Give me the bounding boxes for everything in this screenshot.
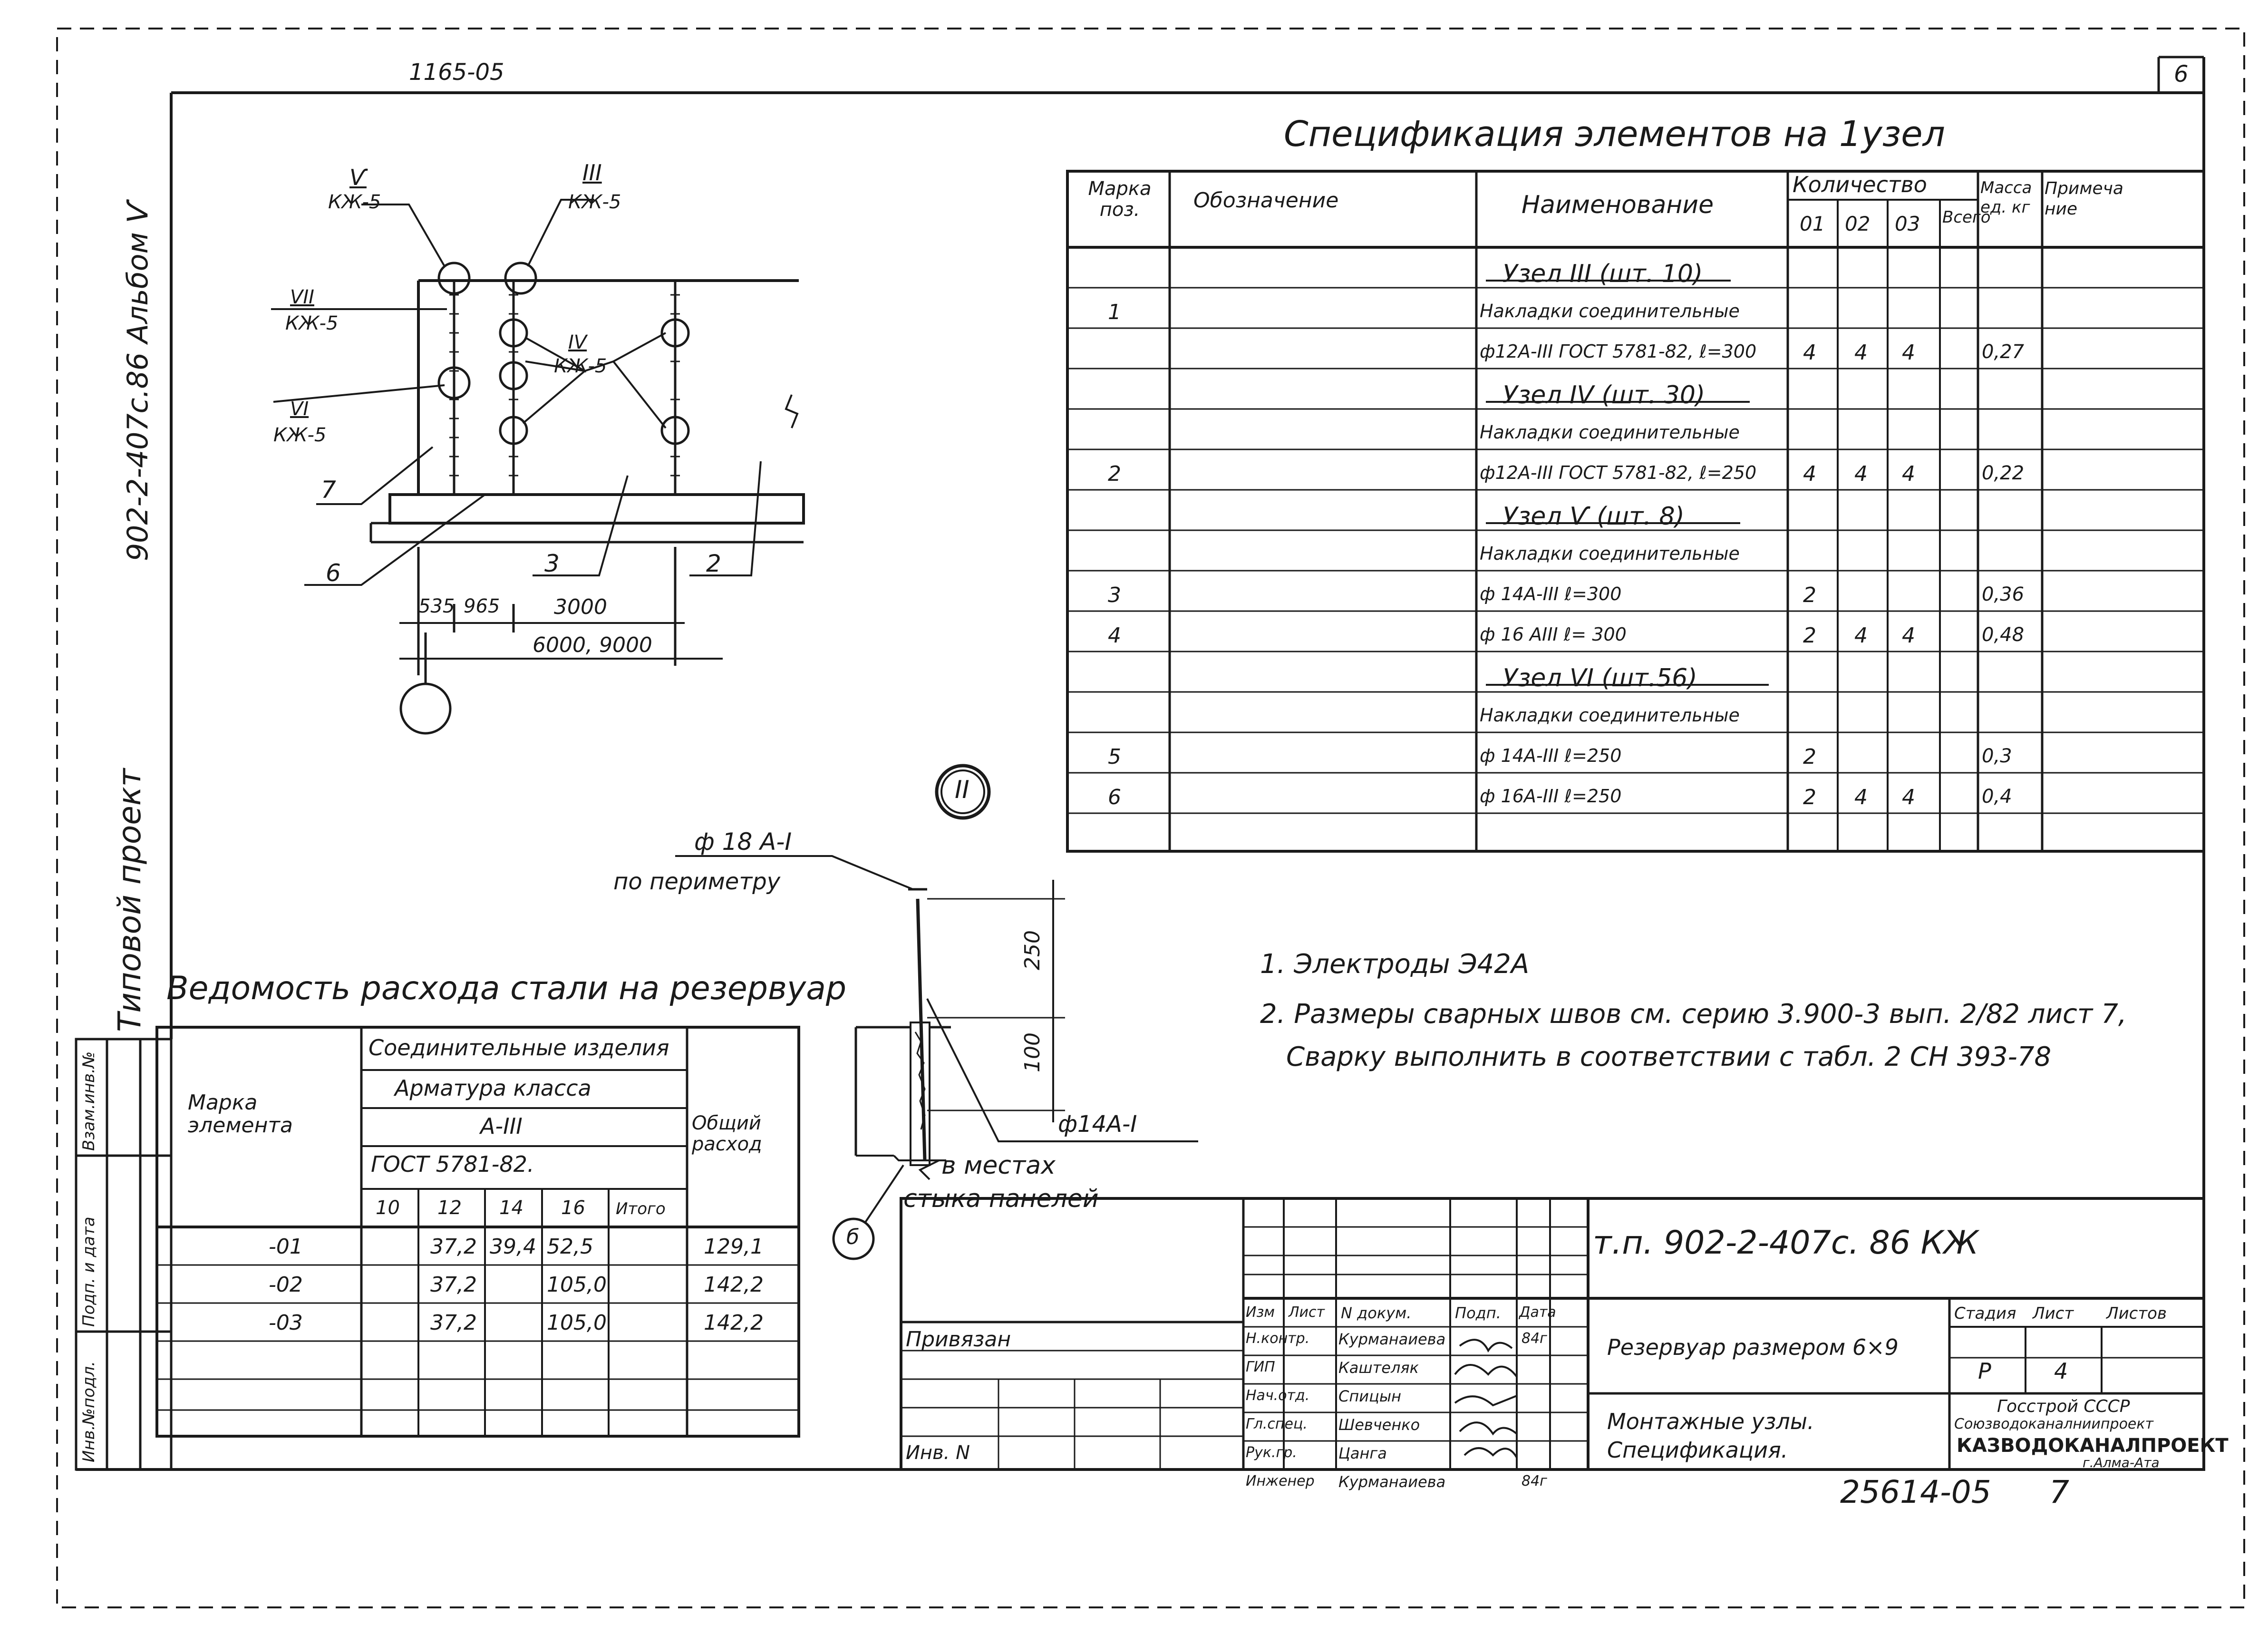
steel-cell-d12: 37,2 bbox=[430, 1273, 477, 1297]
tb-col-doc: N докум. bbox=[1341, 1304, 1412, 1322]
steel-cell-d12: 37,2 bbox=[430, 1235, 477, 1259]
tb-signer-name: Курманаиева bbox=[1338, 1330, 1446, 1348]
spec-cell-q02: 4 bbox=[1854, 341, 1868, 365]
spec-cell-mass: 0,27 bbox=[1982, 341, 2025, 363]
top-code: 1165-05 bbox=[409, 59, 504, 86]
tb-designation: т.п. 902-2-407с. 86 КЖ bbox=[1593, 1224, 1979, 1262]
steel-cell-total: 129,1 bbox=[704, 1235, 764, 1259]
spec-cell-mass: 0,22 bbox=[1982, 462, 2025, 484]
note-3: Сварку выполнить в соответствии с табл. 2 СН 393-78 bbox=[1286, 1041, 2052, 1072]
steel-header-itogo: Итого bbox=[616, 1199, 666, 1218]
bottom-number: 25614-05 bbox=[1840, 1474, 1991, 1510]
steel-header-class: Арматура класса bbox=[395, 1075, 591, 1101]
node-label-v-code: КЖ-5 bbox=[328, 191, 381, 213]
steel-header-gost: ГОСТ 5781-82. bbox=[371, 1151, 534, 1177]
spec-header-total: Всего bbox=[1942, 208, 1991, 227]
spec-header-note: Примеча ние bbox=[2045, 179, 2123, 219]
steel-cell-d16: 105,0 bbox=[547, 1273, 607, 1297]
spec-header-q03: 03 bbox=[1895, 212, 1920, 235]
steel-cell-mark: -02 bbox=[269, 1273, 303, 1297]
node-label-vi-code: КЖ-5 bbox=[273, 424, 327, 446]
spec-cell-name: Накладки соединительные bbox=[1480, 422, 1740, 443]
spec-header-mark: Марка поз. bbox=[1088, 178, 1152, 221]
steel-header-group: Соединительные изделия bbox=[368, 1035, 669, 1061]
tb-signer-name: Цанга bbox=[1338, 1444, 1387, 1462]
tb-col-list: Лист bbox=[1289, 1304, 1325, 1321]
tb-privyazan: Привязан bbox=[906, 1327, 1011, 1352]
spec-cell-name: Накладки соединительные bbox=[1480, 301, 1740, 321]
dim-100: 100 bbox=[1020, 1032, 1045, 1072]
tb-sheet-label: Лист bbox=[2033, 1304, 2074, 1323]
spec-cell-q03: 4 bbox=[1902, 785, 1915, 809]
spec-cell-mark: 4 bbox=[1108, 623, 1121, 648]
steel-header-d16: 16 bbox=[561, 1197, 585, 1219]
tb-org1: Госстрой СССР bbox=[1997, 1397, 2130, 1416]
spec-header-name: Наименование bbox=[1522, 191, 1714, 219]
position-3: 3 bbox=[544, 550, 560, 577]
spec-cell-name: Узел Ѵ (шт. 8) bbox=[1502, 502, 1685, 531]
spec-cell-mass: 0,48 bbox=[1982, 624, 2025, 646]
spec-cell-name: ф 14А-III ℓ=250 bbox=[1480, 745, 1622, 766]
spec-cell-mark: 5 bbox=[1108, 745, 1121, 769]
steel-cell-mark: -01 bbox=[269, 1235, 303, 1259]
tb-signer-role: Инженер bbox=[1246, 1473, 1315, 1489]
bottom-sheet: 7 bbox=[2049, 1474, 2069, 1510]
tb-object: Резервуар размером 6×9 bbox=[1607, 1334, 1899, 1360]
dim-250: 250 bbox=[1020, 930, 1045, 970]
spec-cell-mass: 0,4 bbox=[1982, 786, 2012, 808]
spec-cell-q02: 4 bbox=[1854, 785, 1868, 809]
left-strip-replace: Взам.инв.№ bbox=[79, 1051, 98, 1151]
spec-cell-q03: 4 bbox=[1902, 623, 1915, 648]
spec-header-q02: 02 bbox=[1845, 212, 1871, 235]
spec-header-q01: 01 bbox=[1800, 212, 1825, 235]
tb-signer-name: Спицын bbox=[1338, 1387, 1402, 1405]
tb-signer-role: Рук.гр. bbox=[1246, 1444, 1297, 1461]
spec-cell-q03: 4 bbox=[1902, 462, 1915, 486]
tb-col-izm: Изм bbox=[1246, 1304, 1275, 1321]
dim-535: 535 bbox=[418, 595, 455, 617]
node-label-iv-code: КЖ-5 bbox=[554, 355, 607, 377]
tb-col-date: Дата bbox=[1519, 1304, 1556, 1321]
tb-sheets-label: Листов bbox=[2106, 1304, 2167, 1323]
spec-cell-q02: 4 bbox=[1854, 623, 1868, 648]
section-circle-mark: б bbox=[846, 1225, 860, 1249]
tb-stage-label: Стадия bbox=[1954, 1304, 2016, 1323]
note-1: 1. Электроды Э42А bbox=[1260, 949, 1530, 980]
left-strip-inv: Инв.№подл. bbox=[79, 1361, 98, 1462]
spec-cell-q01: 2 bbox=[1803, 583, 1816, 607]
spec-cell-name: Узел VI (шт.56) bbox=[1502, 664, 1697, 692]
steel-cell-total: 142,2 bbox=[704, 1273, 764, 1297]
steel-header-mark: Марка элемента bbox=[188, 1090, 293, 1138]
node-label-iii-code: КЖ-5 bbox=[568, 191, 621, 213]
spec-cell-name: ф 16 АIII ℓ= 300 bbox=[1480, 624, 1627, 645]
spec-cell-name: ф12А-III ГОСТ 5781-82, ℓ=300 bbox=[1480, 341, 1757, 362]
tb-signer-role: Нач.отд. bbox=[1246, 1387, 1310, 1404]
spec-cell-name: Накладки соединительные bbox=[1480, 705, 1740, 726]
node-label-iii-roman: III bbox=[582, 160, 602, 185]
tb-inv: Инв. N bbox=[906, 1442, 970, 1464]
spec-cell-name: ф 14А-III ℓ=300 bbox=[1480, 584, 1622, 604]
tb-signer-name: Каштеляк bbox=[1338, 1359, 1419, 1377]
spec-cell-mark: 6 bbox=[1108, 785, 1121, 809]
tb-org3: КАЗВОДОКАНАЛПРОЕКТ bbox=[1957, 1435, 2229, 1457]
position-6: 6 bbox=[326, 559, 341, 587]
node-label-iv-roman: IV bbox=[568, 331, 587, 353]
steel-cell-d14: 39,4 bbox=[490, 1235, 536, 1259]
tb-signer-role: Н.контр. bbox=[1246, 1330, 1310, 1347]
spec-header-designation: Обозначение bbox=[1193, 188, 1339, 213]
steel-cell-mark: -03 bbox=[269, 1311, 303, 1335]
tb-signer-role: Гл.спец. bbox=[1246, 1416, 1308, 1432]
spec-cell-name: Узел IV (шт. 30) bbox=[1502, 381, 1706, 409]
tb-signer-name: Курманаиева bbox=[1338, 1473, 1446, 1491]
left-strip-sign: Подп. и дата bbox=[79, 1216, 98, 1327]
tb-stage: Р bbox=[1978, 1358, 1991, 1384]
spec-cell-name: ф12А-III ГОСТ 5781-82, ℓ=250 bbox=[1480, 462, 1757, 483]
node-label-vii-code: КЖ-5 bbox=[285, 312, 339, 334]
spec-cell-name: Накладки соединительные bbox=[1480, 543, 1740, 564]
node-label-vii-roman: VII bbox=[290, 286, 314, 308]
spec-cell-mark: 1 bbox=[1108, 300, 1121, 324]
steel-header-class-value: А-III bbox=[480, 1113, 523, 1139]
tb-org2: Союзводоканалниипроект bbox=[1954, 1416, 2153, 1432]
steel-cell-total: 142,2 bbox=[704, 1311, 764, 1335]
tb-sheet-title: Монтажные узлы. Спецификация. bbox=[1607, 1409, 1814, 1463]
tb-org4: г.Алма-Ата bbox=[2083, 1455, 2160, 1470]
position-2: 2 bbox=[706, 550, 721, 577]
rebar-bottom-label: ф14А-I bbox=[1058, 1111, 1137, 1138]
steel-table-title: Ведомость расхода стали на резервуар bbox=[166, 970, 847, 1007]
spec-cell-q01: 2 bbox=[1803, 623, 1816, 648]
dim-3000: 3000 bbox=[554, 595, 607, 619]
tb-signer-date: 84г bbox=[1522, 1473, 1547, 1489]
spec-cell-q03: 4 bbox=[1902, 341, 1915, 365]
axis-mark-ii: II bbox=[955, 776, 969, 804]
tb-col-sign: Подп. bbox=[1455, 1304, 1501, 1322]
spec-cell-name: ф 16А-III ℓ=250 bbox=[1480, 786, 1622, 807]
steel-header-d14: 14 bbox=[499, 1197, 523, 1219]
spec-header-mass: Масса ед. кг bbox=[1980, 178, 2032, 217]
steel-header-d10: 10 bbox=[376, 1197, 400, 1219]
spec-cell-mark: 2 bbox=[1108, 462, 1121, 486]
spec-cell-mark: 3 bbox=[1108, 583, 1121, 607]
sheet-number-top: 6 bbox=[2174, 61, 2189, 88]
rebar-top-label: ф 18 А-I bbox=[694, 828, 792, 856]
tb-signer-name: Шевченко bbox=[1338, 1416, 1420, 1434]
spec-cell-mass: 0,36 bbox=[1982, 584, 2025, 605]
spec-cell-q01: 4 bbox=[1803, 462, 1816, 486]
outer-border bbox=[57, 29, 2244, 1607]
side-album-text: 902-2-407с.86 Альбом Ѵ bbox=[121, 201, 155, 561]
spec-table-title: Спецификация элементов на 1узел bbox=[1284, 114, 1945, 155]
rebar-top-note: по периметру bbox=[613, 868, 781, 895]
section-note-2: стыка панелей bbox=[903, 1185, 1099, 1213]
spec-cell-q01: 4 bbox=[1803, 341, 1816, 365]
side-project-text: Типовой проект bbox=[111, 768, 148, 1032]
tb-signer-date: 84г bbox=[1522, 1330, 1547, 1347]
section-note-1: в местах bbox=[941, 1151, 1056, 1180]
note-2: 2. Размеры сварных швов см. серию 3.900-3 вып. 2/82 лист 7, bbox=[1260, 999, 2127, 1030]
spec-cell-q02: 4 bbox=[1854, 462, 1868, 486]
dim-6000-9000: 6000, 9000 bbox=[533, 633, 652, 657]
steel-header-d12: 12 bbox=[437, 1197, 462, 1219]
dim-965: 965 bbox=[464, 595, 500, 617]
node-label-v-roman: Ѵ bbox=[349, 165, 367, 190]
tb-signer-role: ГИП bbox=[1246, 1359, 1275, 1375]
spec-cell-name: Узел III (шт. 10) bbox=[1502, 260, 1703, 288]
spec-cell-q01: 2 bbox=[1803, 785, 1816, 809]
steel-header-total: Общий расход bbox=[692, 1112, 762, 1155]
steel-cell-d12: 37,2 bbox=[430, 1311, 477, 1335]
spec-cell-q01: 2 bbox=[1803, 745, 1816, 769]
steel-cell-d16: 52,5 bbox=[547, 1235, 593, 1259]
position-7: 7 bbox=[321, 476, 336, 504]
steel-cell-d16: 105,0 bbox=[547, 1311, 607, 1335]
spec-cell-mass: 0,3 bbox=[1982, 745, 2012, 767]
spec-header-quantity: Количество bbox=[1793, 172, 1927, 197]
node-label-vi-roman: VI bbox=[290, 398, 309, 420]
tb-sheet: 4 bbox=[2054, 1358, 2068, 1384]
